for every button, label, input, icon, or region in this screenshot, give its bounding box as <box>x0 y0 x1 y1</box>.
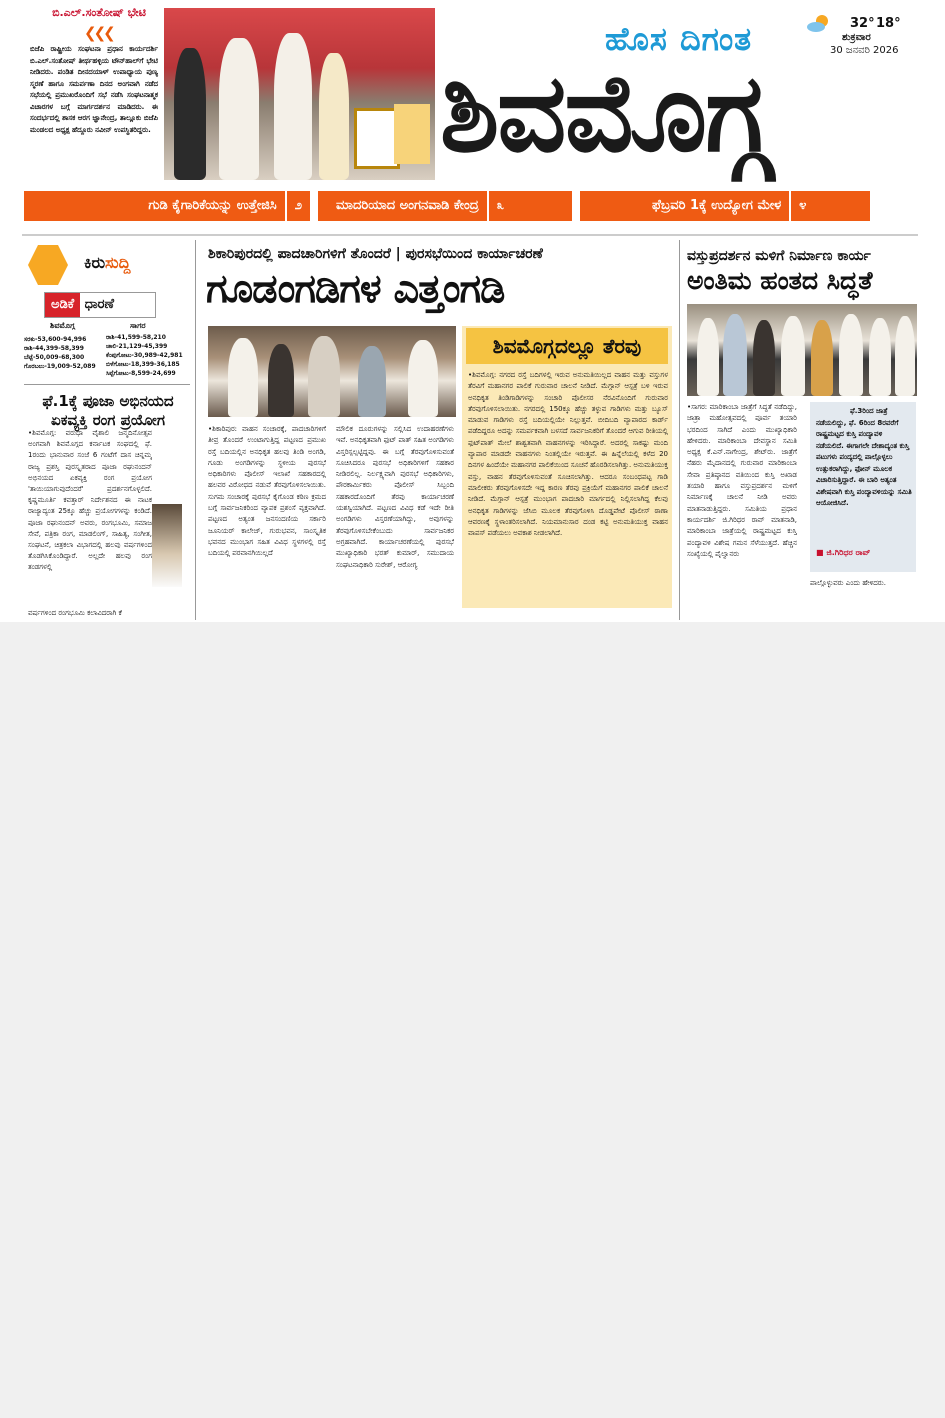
teaser-bar-1[interactable] <box>24 191 310 221</box>
page-number: ೪ <box>789 191 806 221</box>
center-col-1: •ಶಿಕಾರಿಪುರ: ವಾಹನ ಸಂಚಾರಕ್ಕೆ, ಪಾದಚಾರಿಗಳಿಗೆ ತೀವ್ರ ತೊಂದರೆ ಉಂಟಾಗುತ್ತಿದ್ದ ಪಟ್ಟಣದ ಪ್ರಮುಖ ರಸ್ತೆ ಬದಿಯಲ್ಲಿನ ಅನಧಿಕೃತ ಹಲವು ತಿಂಡಿ ಅಂಗಡಿ, ಗೂಡು ಅಂಗಡಿಗಳನ್ನು ಸ್ಥಳೀಯ ಪುರಸಭೆ ಅಧಿಕಾರಿಗಳು ಪೊಲೀಸ್ ಇಲಾಖೆ ಸಹಕಾರದಲ್ಲಿ ಹಲವರ ವಿರೋಧದ ನಡುವೆ ತೆರವುಗೊಳಿಸಲಾಯಿತು. ಸುಗಮ ಸಂಚಾರಕ್ಕೆ ಪುರಸಭೆ ಕೈಗೊಂಡ ಕಠಿಣ ಕ್ರಮದ ಬಗ್ಗೆ ಸಾರ್ವಜನಿಕರಿಂದ ವ್ಯಾಪಕ ಪ್ರಶಂಸೆ ವ್ಯಕ್ತವಾಗಿದೆ. ಪಟ್ಟಣದ ಅತ್ಯಂತ ಜನಸಂದಣಿಯ ಸರ್ಕಾರಿ ಜೂನಿಯರ್ ಕಾಲೇಜ್, ಗುರುಭವನ, ಸಾಂಸ್ಕೃತಿಕ ಭವನದ ಮುಂಭಾಗ ಸಹಿತ ವಿವಿಧ ಸ್ಥಳಗಳಲ್ಲಿ ರಸ್ತೆ ಬದಿಯಲ್ಲಿ ಪರವಾನಗಿಯಿಲ್ಲದೆ <box>208 425 326 558</box>
rate-row: ಬಿಳೆಗೋಟು-18,399-36,185 <box>106 361 180 368</box>
rate-row: ಕೆಂಪುಗೋಟು-30,989-42,981 <box>106 352 183 359</box>
section-divider <box>22 234 918 236</box>
brand-text-b: ಂತ <box>734 20 753 58</box>
rate-row: ರಾಶಿ-41,599-58,210 <box>106 334 166 341</box>
temp-low: 18° <box>876 16 901 31</box>
adike-label: ಅಡಿಕೆ <box>45 293 80 317</box>
center-kicker: ಶಿಕಾರಿಪುರದಲ್ಲಿ ಪಾದಚಾರಿಗಳಿಗೆ ತೊಂದರೆ | ಪುರಸಭೆಯಿಂದ ಕಾರ್ಯಾಚರಣೆ <box>208 246 543 262</box>
hand-icon <box>28 245 68 285</box>
pull-quote-author: ■ ಜಿ.ಗಿರಿಧರ ರಾವ್ <box>816 548 871 557</box>
demolition-photo <box>208 326 456 417</box>
divider <box>24 384 190 385</box>
teaser-bar-text: ಮಾದರಿಯಾದ ಅಂಗನವಾಡಿ ಕೇಂದ್ರ <box>336 198 479 213</box>
temp-high: 32° <box>850 16 875 31</box>
dharane-label: ಧಾರಣೆ <box>84 297 114 312</box>
sidebar-box-headline: ಶಿವಮೊಗ್ಗದಲ್ಲೂ ತೆರವು <box>466 328 668 364</box>
left-article-tail: ವರ್ಷಗಳಿಂದ ರಂಗಭೂಮಿ ಕಲಾವಿದರಾಗಿ ಕೆ <box>28 609 122 617</box>
chevron-left-icon: ❮❮❮ <box>84 24 113 42</box>
issue-date: 30 ಜನವರಿ 2026 <box>830 45 899 56</box>
weekday: ಶುಕ್ರವಾರ <box>842 32 871 43</box>
column-rule <box>195 240 196 620</box>
kiru-label-a: ಕಿರು <box>84 253 106 272</box>
arecanut-price-title <box>44 292 156 318</box>
rate-row: ಗೊರಬಲು-19,009-52,089 <box>24 363 96 370</box>
sidebar-box-body: •ಶಿವಮೊಗ್ಗ: ನಗರದ ರಸ್ತೆ ಬದಿಗಳಲ್ಲಿ ಇರುವ ಅನುಮತಿಯಿಲ್ಲದ ವಾಹನ ಮತ್ತು ವಸ್ತುಗಳ ತೆರವಿಗೆ ಮಹಾನಗರ ಪಾಲಿಕೆ ಗುರುವಾರ ಚಾಲನೆ ನೀಡಿದೆ. ಮೆಗ್ಗಾನ್ ಆಸ್ಪತ್ರೆ ಬಳಿ ಇರುವ ಅನಧಿಕೃತ ತಿಂಡಿಗಾಡಿಗಳನ್ನು ಸಂಚಾರಿ ಪೊಲೀಸರ ನೆರವಿನೊಂದಿಗೆ ಗುರುವಾರ ತೆರವುಗೊಳಿಸಲಾಯಿತು. ನಗರದಲ್ಲಿ 150ಕ್ಕೂ ಹೆಚ್ಚು ತಳ್ಳುವ ಗಾಡಿಗಳು ಮತ್ತು ಬ್ಯೂಸ್ ಮಾಡುವ ಗಾಡಿಗಳು ರಸ್ತೆ ಬದಿಯಲ್ಲಿಯೇ ನಿಲ್ಲುತ್ತವೆ. ಬೀದಿಬದಿ ವ್ಯಾಪಾರದ ಕಾರ್ಡ್ ಪಡೆದಿದ್ದರೂ ಅದನ್ನು ಸಮರ್ಪಕವಾಗಿ ಬಳಸದೆ ಸಾರ್ವಜನಿಕರಿಗೆ ತೊಂದರೆ ಆಗುವ ರೀತಿಯಲ್ಲಿ ಫುಟ್‌ಪಾತ್ ಮೇಲೆ ಶಾಶ್ವತವಾಗಿ ವಾಹನಗಳನ್ನು ಇರಿಸಿದ್ದಾರೆ. ಅದರಲ್ಲಿ ಸಾಕಷ್ಟು ಮಂದಿ ವ್ಯಾಪಾರ ಮಾಡದೇ ವಾಹನಗಳು ನಿಂತಲ್ಲಿಯೇ ಇರುತ್ತವೆ. ಈ ಹಿನ್ನೆಲೆಯಲ್ಲಿ ಕಳೆದ 20 ದಿನಗಳ ಹಿಂದೆಯೇ ಮಹಾನಗರ ಪಾಲಿಕೆಯಿಂದ ಸೂಚನೆ ಹೊರಡಿಸಲಾಗಿತ್ತು. ಅನುಮತಿಯುಕ್ತ ವಸ್ತು, ವಾಹನ ತೆರವುಗೊಳಿಸುವಂತೆ ಸೂಚಿಸಲಾಗಿತ್ತು. ಆದರೂ ಸಂಬಂಧಪಟ್ಟ ಗಾಡಿ ಮಾಲೀಕರು ತೆರವುಗೊಳಿಸದೇ ಇದ್ದ ಕಾರಣ ತೆರವು ಪ್ರಕ್ರಿಯೆಗೆ ಮಹಾನಗರ ಪಾಲಿಕೆ ಚಾಲನೆ ನೀಡಿದೆ. ಮೆಗ್ಗಾನ್ ಆಸ್ಪತ್ರೆ ಮುಂಭಾಗ ಪಾದಚಾರಿ ಮಾರ್ಗದಲ್ಲಿ ನಿಲ್ಲಿಸಲಾಗಿದ್ದ ಕೆಲವು ಅನಧಿಕೃತ ಗಾಡಿಗಳನ್ನು ಜೆಸಿಬಿ ಮೂಲಕ ತೆರವುಗೊಳಿಸಿ ದೊಡ್ಡಪೇಟೆ ಪೊಲೀಸ್ ಠಾಣಾ ಆವರಣಕ್ಕೆ ಸ್ಥಳಾಂತರಿಸಲಾಗಿದೆ. ನಿಯಮಾನುಸಾರ ದಂಡ ಕಟ್ಟಿ ಅನುಮತಿಯುಕ್ತ ವಾಹನ ವಾಪಸ್ ಪಡೆಯಲು ಅವಕಾಶ ನೀಡಲಾಗಿದೆ. <box>468 371 668 538</box>
performer-photo <box>152 504 182 587</box>
teaser-bar-text: ಗುಡಿ ಕೈಗಾರಿಕೆಯನ್ನು ಉತ್ತೇಜಿಸಿ <box>148 198 277 213</box>
left-article-body: •ಶಿವಮೊಗ್ಗ: ವರುಧಾ ವೈಶಾಲಿ ಜನ್ಮದಿನೋತ್ಸವ ಅಂಗವಾಗಿ ಶಿವಮೊಗ್ಗದ ಕರ್ನಾಟಕ ಸಂಘದಲ್ಲಿ ಫೆ. 1ರಂದು ಭಾನುವಾರ ಸಂಜೆ 6 ಗಂಟೆಗೆ ದಾಸ ಚಿನ್ನಮ್ಮ ರಾಜ್ಯ ಪ್ರಶಸ್ತಿ ಪುರಸ್ಕೃತರಾದ ಪೂಜಾ ರಘುನಂದನ್ ಅಭಿನಯದ ಏಕವ್ಯಕ್ತಿ ರಂಗ ಪ್ರಯೋಗ 'ತಾಯಿಯಾಗುವುದೆಂದರೆ' ಪ್ರದರ್ಶನಗೊಳ್ಳಲಿದೆ. ಕೃಷ್ಣಮೂರ್ತಿ ಕವತ್ತಾರ್ ನಿರ್ದೇಶನದ ಈ ನಾಟಕ ರಾಜ್ಯಾದ್ಯಂತ 25ಕ್ಕೂ ಹೆಚ್ಚು ಪ್ರಯೋಗಗಳನ್ನು ಕಂಡಿದೆ. ಪೂಜಾ ರಘುನಂದನ್ ಅವರು, ರಂಗಭೂಮಿ, ಸಮಾಜ ಸೇವೆ, ಪತ್ರಿಕಾ ರಂಗ, ಮಾಡಲಿಂಗ್, ಸಾಹಿತ್ಯ, ಸಂಗೀತ, ಸಂಘಟನೆ, ಚಿತ್ರಕಲಾ ವಿಭಾಗದಲ್ಲಿ ಹಲವು ವರ್ಷಗಳಿಂದ ತೊಡಗಿಸಿಕೊಂಡಿದ್ದಾರೆ. ಅಲ್ಲದೇ ಹಲವು ರಂಗ ತಂಡಗಳಲ್ಲಿ <box>28 429 152 572</box>
kiru-suddi-label <box>24 243 184 289</box>
weather-sun-cloud-icon <box>806 12 832 34</box>
masthead-title: ಶಿವಮೊಗ್ಗ <box>440 51 768 176</box>
teaser-bar-text: ಫೆಬ್ರವರಿ 1ಕ್ಕೆ ಉದ್ಯೋಗ ಮೇಳ <box>652 198 782 213</box>
right-article-body: •ಸಾಗರ: ಮಾರಿಕಾಂಬಾ ಜಾತ್ರೆಗೆ ಸಿದ್ಧತೆ ನಡೆದಿದ್ದು, ಜಾತ್ರಾ ಮಹೋತ್ಸವದಲ್ಲಿ ಪೂರ್ವ ತಯಾರಿ ಭರದಿಂದ ಸಾಗಿದೆ ಎಂದು ಮುಖ್ಯಾಧಿಕಾರಿ ಹೇಳಿದರು. ಮಾರಿಕಾಂಬಾ ದೇವಸ್ಥಾನ ಸಮಿತಿ ಅಧ್ಯಕ್ಷ ಕೆ.ಎನ್.ನಾಗೇಂದ್ರ, ಶೇಟ್‌ರು. ಜಾತ್ರೆಗೆ ನೆಹರು ಮೈದಾನದಲ್ಲಿ ಗುರುವಾರ ಮಾರಿಕಾಂಬಾ ಸೇವಾ ಪ್ರತಿಷ್ಠಾನದ ವತಿಯಿಂದ ಕುಸ್ತಿ ಅಖಾಡ ತಯಾರಿ ಹಾಗೂ ವಸ್ತುಪ್ರದರ್ಶನ ಮಳಿಗೆ ನಿರ್ಮಾಣಕ್ಕೆ ಚಾಲನೆ ನೀಡಿ ಅವರು ಮಾತನಾಡುತ್ತಿದ್ದರು. ಸಮಿತಿಯ ಪ್ರಧಾನ ಕಾರ್ಯದರ್ಶಿ ಜಿ.ಗಿರಿಧರ ರಾವ್ ಮಾತನಾಡಿ, ಮಾರಿಕಾಂಬಾ ಜಾತ್ರೆಯಲ್ಲಿ ರಾಷ್ಟ್ರಮಟ್ಟದ ಕುಸ್ತಿ ಪಂದ್ಯಾವಳಿ ವಿಶೇಷ ಗಮನ ಸೆಳೆಯುತ್ತದೆ. ಹೆಚ್ಚಿನ ಸಂಖ್ಯೆಯಲ್ಲಿ ಪೈಲ್ವಾನರು <box>687 403 797 558</box>
page-number: ೩ <box>487 191 504 221</box>
rate-row: ಸರಕು-53,600-94,996 <box>24 336 87 343</box>
right-kicker: ವಸ್ತುಪ್ರದರ್ಶನ ಮಳಿಗೆ ನಿರ್ಮಾಣ ಕಾರ್ಯ <box>687 248 871 264</box>
rate-row: ಬೆಟ್ಟೆ-50,009-68,300 <box>24 354 85 361</box>
newspaper-page <box>0 0 945 622</box>
rates-shivamogga <box>24 335 108 371</box>
column-rule <box>679 240 680 620</box>
rate-row: ಚಾಲಿ-21,129-45,399 <box>106 343 168 350</box>
teaser-bar-2[interactable] <box>318 191 572 221</box>
right-article-tail: ಪಾಲ್ಗೊಳ್ಳುವರು ಎಂದು ಹೇಳಿದರು. <box>810 579 886 587</box>
right-headline: ಅಂತಿಮ ಹಂತದ ಸಿದ್ಧತೆ <box>687 266 873 295</box>
rate-row: ರಾಶಿ-44,399-58,399 <box>24 345 84 352</box>
teaser-bar-3[interactable] <box>580 191 870 221</box>
pull-quote-box <box>810 402 916 572</box>
rates-sagara <box>106 333 192 378</box>
rate-row: ಸಿಪ್ಪೆಗೋಟು-8,599-24,699 <box>106 370 176 377</box>
teaser-headline: ಬಿ.ಎಲ್.ಸಂತೋಷ್ ಭೇಟಿ <box>52 6 146 19</box>
teaser-photo <box>164 8 435 180</box>
market-shivamogga-title: ಶಿವಮೊಗ್ಗ <box>50 321 75 330</box>
weather-widget <box>806 12 916 62</box>
market-sagara-title: ಸಾಗರ <box>130 321 146 330</box>
page-number: ೨ <box>285 191 302 221</box>
fair-inauguration-photo <box>687 304 917 396</box>
brand-text-a: ಹೊಸ ದಿಗ <box>605 20 735 58</box>
kiru-label-b: ಸುದ್ದಿ <box>105 253 131 272</box>
teaser-body: ಬಿಜೆಪಿ ರಾಷ್ಟ್ರೀಯ ಸಂಘಟನಾ ಪ್ರಧಾನ ಕಾರ್ಯದರ್ಶಿ ಬಿ.ಎಲ್.ಸಂತೋಷ್ ತೀರ್ಥಹಳ್ಳಿಯ ಟೌನ್‌ಹಾಲ್‌ಗೆ ಭೇಟಿ ನೀಡಿದರು. ಪಂಡಿತ ದೀನದಯಾಳ್ ಉಪಾಧ್ಯಾಯ ಪುಣ್ಯ ಸ್ಮರಣೆ ಹಾಗೂ ಸಮರ್ಪಣಾ ದಿನದ ಅಂಗವಾಗಿ ನಡೆದ ಸಭೆಯಲ್ಲಿ ಪ್ರಮುಖರೊಂದಿಗೆ ಸಭೆ ನಡೆಸಿ ಸಂಘಟನಾತ್ಮಕ ವಿಚಾರಗಳ ಬಗ್ಗೆ ಮಾರ್ಗದರ್ಶನ ಮಾಡಿದರು. ಈ ಸಂದರ್ಭದಲ್ಲಿ ಶಾಸಕ ಆರಗ ಜ್ಞಾನೇಂದ್ರ, ತಾಲ್ಲೂಕು ಬಿಜೆಪಿ ಮಂಡಲದ ಅಧ್ಯಕ್ಷ ಹೆದ್ದೂರು ನವೀನ್ ಉಪಸ್ಥಿತರಿದ್ದರು. <box>30 45 158 134</box>
pull-quote-text: ಫೆ.3ರಿಂದ ಜಾತ್ರೆ ನಡೆಯಲಿದ್ದು, ಫೆ. 6ರಿಂದ 8ರವರೆಗೆ ರಾಷ್ಟ್ರಮಟ್ಟದ ಕುಸ್ತಿ ಪಂದ್ಯಾವಳಿ ನಡೆಯಲಿದೆ. ಈಗಾಗಲೇ ದೇಶಾದ್ಯಂತ ಕುಸ್ತಿ ಪಟುಗಳು ಪಂದ್ಯದಲ್ಲಿ ಪಾಲ್ಗೊಳ್ಳಲು ಉತ್ಸುಕರಾಗಿದ್ದು, ಫೋನ್ ಮೂಲಕ ವಿಚಾರಿಸುತ್ತಿದ್ದಾರೆ. ಈ ಬಾರಿ ಅತ್ಯಂತ ವಿಶೇಷವಾಗಿ ಕುಸ್ತಿ ಪಂದ್ಯಾವಳಿಯನ್ನು ಸಮಿತಿ ಆಯೋಜಿಸಿದೆ. <box>816 407 912 507</box>
center-headline: ಗೂಡಂಗಡಿಗಳ ಎತ್ತಂಗಡಿ <box>206 266 505 312</box>
left-headline: ಫೆ.1ಕ್ಕೆ ಪೂಜಾ ಅಭಿನಯದ ಏಕವ್ಯಕ್ತಿ ರಂಗ ಪ್ರಯೋಗ <box>42 392 174 429</box>
center-col-2: ಮೌಲಿಕ ದೂರುಗಳನ್ನು ಸಲ್ಲಿಸಿದ ಉದಾಹರಣೆಗಳು ಇವೆ. ಅನಧಿಕೃತವಾಗಿ ಫುಟ್ ಪಾತ್ ಸಹಿತ ಅಂಗಡಿಗಳು ವಿಸ್ತರಿಸ್ಪಲ್ಪಟ್ಟಿದ್ದವು. ಈ ಬಗ್ಗೆ ತೆರವುಗೊಳಿಸುವಂತೆ ಸೂಚಿಸಿದರೂ ಪುರಸಭೆ ಅಧಿಕಾರಿಗಳಿಗೆ ಸಹಕಾರ ನೀಡಿರಲಿಲ್ಲ. ನಿರ್ಲಕ್ಷ್ಯವಾಗಿ ಪುರಸಭೆ ಅಧಿಕಾರಿಗಳು, ಪೌರಕಾರ್ಮಿಕರು ಪೊಲೀಸ್ ಸಿಬ್ಬಂದಿ ಸಹಕಾರದೊಂದಿಗೆ ತೆರವು ಕಾರ್ಯಾಚರಣೆ ಯಶಸ್ವಿಯಾಗಿದೆ. ಪಟ್ಟಣದ ವಿವಿಧ ಕಡೆ ಇದೇ ರೀತಿ ಅಂಗಡಿಗಳು ವಿಸ್ತರಣೆಯಾಗಿದ್ದು, ಅವುಗಳನ್ನು ತೆರವುಗೊಳಿಸಬೇಕೆಂಬುದು ಸಾರ್ವಜನಿಕರ ಅಗ್ರಹವಾಗಿದೆ. ಕಾರ್ಯಾಚರಣೆಯಲ್ಲಿ ಪುರಸಭೆ ಮುಖ್ಯಾಧಿಕಾರಿ ಭರತ್ ಕುಮಾರ್, ಸಮುದಾಯ ಸಂಘಟನಾಧಿಕಾರಿ ಸುರೇಶ್, ಆರೋಗ್ಯ <box>336 425 454 569</box>
